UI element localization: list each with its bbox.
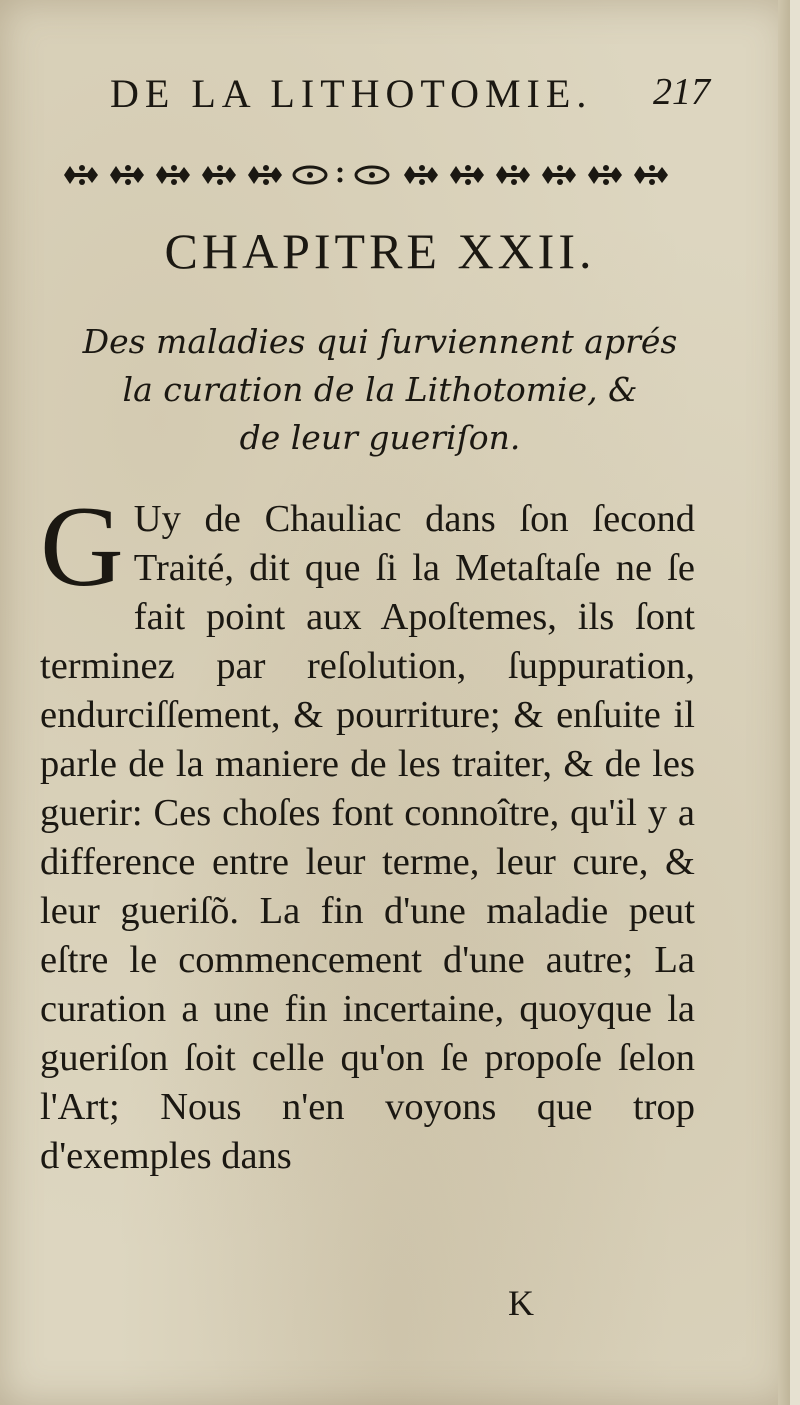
subtitle-line: de leur gueriſon. — [239, 418, 521, 457]
page-number: 217 — [653, 71, 710, 113]
body-paragraph — [40, 483, 695, 1181]
subtitle-line: Des maladies qui ſurviennent aprés — [82, 322, 678, 361]
chapter-subtitle — [60, 318, 700, 462]
subtitle-line: la curation de la Lithotomie, & — [122, 370, 638, 409]
running-head — [110, 70, 710, 120]
fleuron-ornament — [60, 158, 700, 192]
chapter-heading: CHAPITRE XXII. — [164, 223, 596, 279]
page-edge — [778, 0, 790, 1405]
body-text: Uy de Chauliac dans ſon ſecond Traité, dit que ſi la Metaſtaſe ne ſe fait point aux Apoſtemes, ils ſont terminez par reſolution, ſuppuration, endurciſſement, & pourriture; & enſuite il parle de la maniere de les traiter, & de les guerir: Ces choſes font connoître, qu'il y a difference entre leur terme, leur cure, & leur gueriſõ. La fin d'une maladie peut eſtre le commencement d'une autre; La curation a une fin incertaine, quoyque la gueriſon ſoit celle qu'on ſe propoſe ſelon l'Art; Nous n'en voyons que trop d'exemples dans — [40, 498, 695, 1177]
signature-mark: K — [508, 1283, 534, 1323]
running-title: DE LA LITHOTOMIE. — [110, 71, 593, 116]
drop-cap: G — [40, 483, 124, 611]
